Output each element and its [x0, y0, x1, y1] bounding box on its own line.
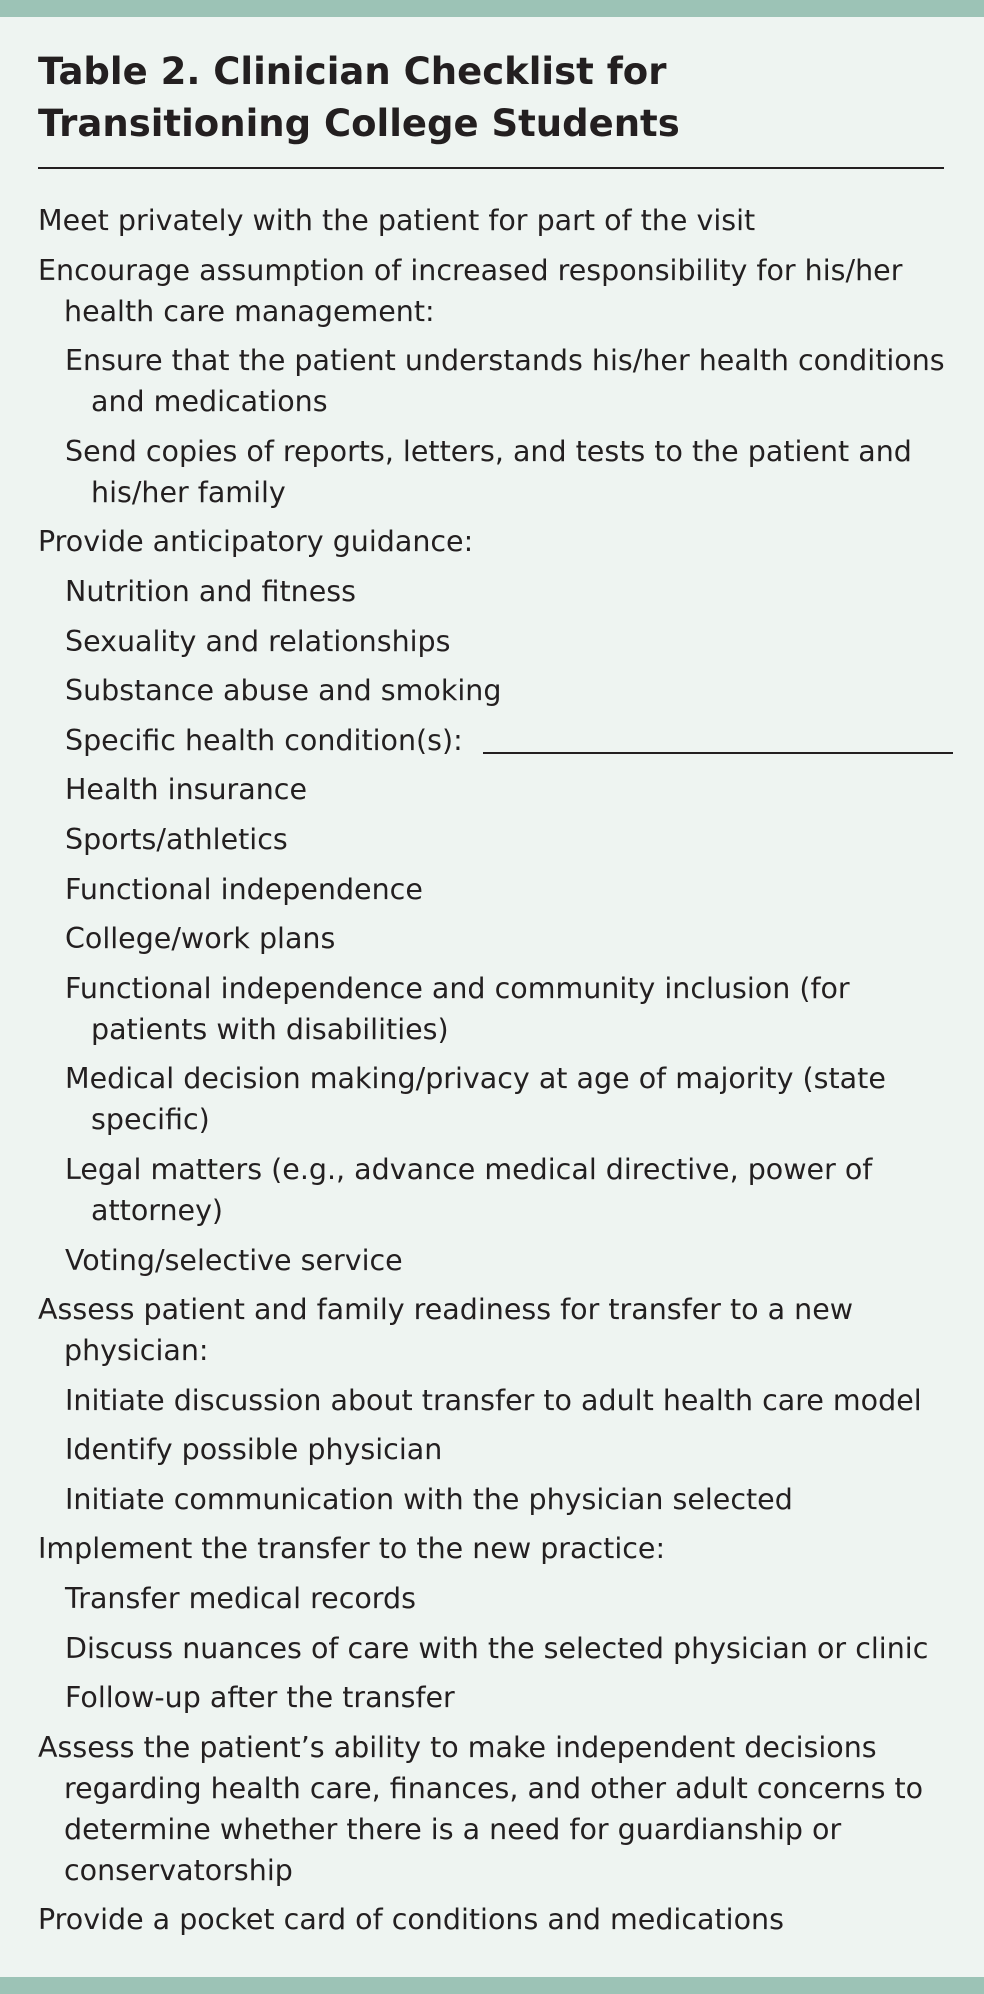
checklist-item-text: College/work plans: [65, 922, 336, 956]
checklist-subitem: [0, 968, 984, 1050]
checklist-item-text: Sports/athletics: [65, 822, 288, 856]
checklist-item: [0, 200, 984, 241]
checklist-item: [0, 521, 984, 562]
checklist-subitem: [0, 670, 984, 711]
checklist-item-text: Voting/selective service: [65, 1243, 403, 1277]
checklist-item-text: Assess patient and family readiness for transfer to a new physician:: [38, 1293, 854, 1368]
checklist-item-text: Ensure that the patient understands his/her health conditions and medications: [65, 344, 945, 419]
checklist-subitem: [0, 720, 984, 761]
checklist-subitem: [0, 431, 984, 513]
checklist-item-text: Transfer medical records: [65, 1582, 416, 1616]
checklist-item-text: Implement the transfer to the new practice:: [38, 1532, 666, 1566]
checklist-item-text: Provide anticipatory guidance:: [38, 525, 474, 559]
checklist-item-text: Sexuality and relationships: [65, 624, 451, 658]
checklist-subitem: [0, 769, 984, 810]
checklist-subitem: [0, 819, 984, 860]
checklist-item-text: Send copies of reports, letters, and tests to the patient and his/her family: [65, 434, 912, 509]
checklist-item-text: Encourage assumption of increased responsibility for his/her health care management:: [38, 253, 903, 328]
checklist-item-text: Meet privately with the patient for part of the visit: [38, 204, 756, 237]
bottom-accent-bar: [0, 1977, 984, 1994]
checklist-item: [0, 1289, 984, 1371]
top-accent-bar: [0, 0, 984, 17]
checklist-item-text: Assess the patient’s ability to make independent decisions regarding health care, finances, and other adult concerns to determine whether there is a need for guardianship or conservatorship: [38, 1730, 924, 1887]
checklist-item-text: Functional independence: [65, 872, 423, 906]
checklist-subitem: [0, 1578, 984, 1619]
fill-in-blank-line: [483, 752, 953, 754]
checklist-subitem: [0, 1149, 984, 1231]
checklist-subitem: [0, 621, 984, 662]
checklist-subitem: [0, 869, 984, 910]
checklist-item: [0, 250, 984, 332]
checklist-item-text: Follow-up after the transfer: [65, 1681, 455, 1715]
checklist-item-text: Medical decision making/privacy at age of majority (state specific): [65, 1062, 886, 1137]
checklist-subitem: [0, 918, 984, 959]
title-divider: [38, 167, 944, 169]
checklist-item-text: Provide a pocket card of conditions and medications: [38, 1903, 784, 1937]
checklist-item-text: Substance abuse and smoking: [65, 674, 502, 708]
checklist-subitem: [0, 1479, 984, 1520]
checklist-subitem: [0, 1429, 984, 1470]
checklist-item-text: Health insurance: [65, 773, 307, 807]
checklist-item-text: Discuss nuances of care with the selected physician or clinic: [65, 1631, 929, 1665]
checklist-item-text: Functional independence and community inclusion (for patients with disabilities): [65, 971, 850, 1046]
checklist-item: [0, 1727, 984, 1891]
checklist: [0, 200, 984, 1949]
checklist-subitem: [0, 1240, 984, 1281]
checklist-item-text: Legal matters (e.g., advance medical directive, power of attorney): [65, 1152, 873, 1227]
checklist-item-text: Identify possible physician: [65, 1433, 443, 1467]
checklist-subitem: [0, 1380, 984, 1421]
checklist-item-text: Specific health condition(s):: [65, 723, 463, 757]
checklist-subitem: [0, 571, 984, 612]
checklist-subitem: [0, 1058, 984, 1140]
checklist-item-text: Nutrition and fitness: [65, 574, 356, 608]
checklist-subitem: [0, 1628, 984, 1669]
checklist-item: [0, 1899, 984, 1940]
checklist-subitem: [0, 340, 984, 422]
checklist-item: [0, 1528, 984, 1569]
table-title: Table 2. Clinician Checklist for Transitioning College Students: [38, 50, 680, 145]
checklist-item-text: Initiate communication with the physician selected: [65, 1482, 793, 1516]
checklist-item-text: Initiate discussion about transfer to adult health care model: [65, 1383, 922, 1417]
checklist-subitem: [0, 1677, 984, 1718]
